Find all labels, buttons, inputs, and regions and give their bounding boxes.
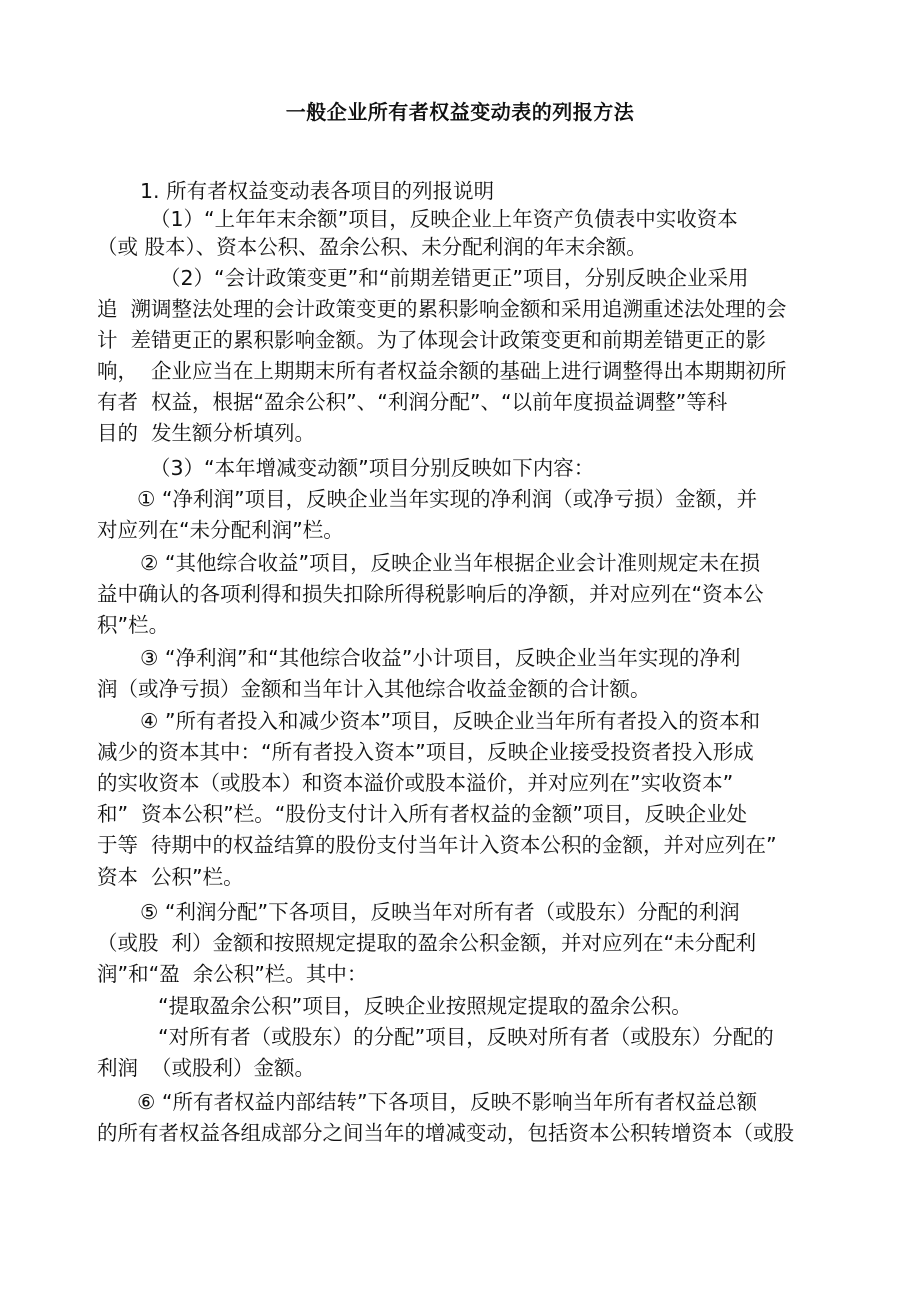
text-line: ④ ”所有者投入和减少资本”项目，反映企业当年所有者投入的资本和 <box>140 709 761 733</box>
text-line: 目的 发生额分析填列。 <box>97 421 316 445</box>
text-line: ⑤ “利润分配”下各项目，反映当年对所有者（或股东）分配的利润 <box>140 900 740 924</box>
text-line: （或 股本）、资本公积、盈余公积、未分配利润的年末余额。 <box>97 235 647 259</box>
text-line: 对应列在“未分配利润”栏。 <box>97 518 344 542</box>
text-line: ③ “净利润”和“其他综合收益”小计项目，反映企业当年实现的净利 <box>140 646 741 670</box>
text-line: “对所有者（或股东）的分配”项目，反映对所有者（或股东）分配的 <box>158 1025 774 1049</box>
text-line: （3）“本年增减变动额”项目分别反映如下内容： <box>150 456 595 480</box>
text-line: （或股 利）金额和按照规定提取的盈余公积金额，并对应列在“未分配利 <box>97 931 757 955</box>
text-line: 的实收资本（或股本）和资本溢价或股本溢价，并对应列在”实收资本” <box>97 771 734 795</box>
text-line: 有者 权益，根据“盈余公积”、“利润分配”、“以前年度损益调整”等科 <box>97 390 728 414</box>
text-line: ① “净利润”项目，反映企业当年实现的净利润（或净亏损）金额，并 <box>137 487 758 511</box>
text-line: 减少的资本其中：“所有者投入资本”项目，反映企业接受投资者投入形成 <box>97 740 754 764</box>
text-line: （2）“会计政策变更”和“前期差错更正”项目，分别反映企业采用 <box>160 266 749 290</box>
text-line: 润”和“盈 余公积”栏。其中： <box>97 962 368 986</box>
text-line: ⑥ “所有者权益内部结转”下各项目，反映不影响当年所有者权益总额 <box>137 1090 758 1114</box>
text-line: 资本 公积”栏。 <box>97 865 244 889</box>
text-line: “提取盈余公积”项目，反映企业按照规定提取的盈余公积。 <box>158 994 692 1018</box>
text-line: 和” 资本公积”栏。“股份支付计入所有者权益的金额”项目，反映企业处 <box>97 802 748 826</box>
text-line: 响， 企业应当在上期期末所有者权益余额的基础上进行调整得出本期期初所 <box>97 359 787 383</box>
text-line: 益中确认的各项利得和损失扣除所得税影响后的净额，并对应列在“资本公 <box>97 582 764 606</box>
text-line: ② “其他综合收益”项目，反映企业当年根据企业会计准则规定未在损 <box>140 551 761 575</box>
text-line: 追 溯调整法处理的会计政策变更的累积影响金额和采用追溯重述法处理的会 <box>97 297 787 321</box>
text-line: 计 差错更正的累积影响金额。为了体现会计政策变更和前期差错更正的影 <box>97 328 767 352</box>
text-line: 的所有者权益各组成部分之间当年的增减变动，包括资本公积转增资本（或股 <box>97 1121 794 1145</box>
text-line: （1）“上年年末余额”项目，反映企业上年资产负债表中实收资本 <box>150 207 738 231</box>
text-line: 润（或净亏损）金额和当年计入其他综合收益金额的合计额。 <box>97 677 651 701</box>
text-line: 于等 待期中的权益结算的股份支付当年计入资本公积的金额，并对应列在” <box>97 833 777 857</box>
text-line: 积”栏。 <box>97 613 170 637</box>
text-line: 利润 （或股利）金额。 <box>97 1056 316 1080</box>
document-title: 一般企业所有者权益变动表的列报方法 <box>285 100 635 124</box>
text-line: 1. 所有者权益变动表各项目的列报说明 <box>140 179 495 203</box>
